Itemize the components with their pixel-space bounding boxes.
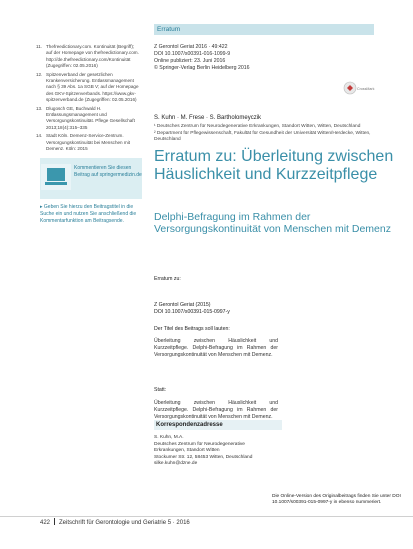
- wrong-title-text: Überleitung zwischen Häuslichkeit und Kurzzeitpflege. Delphi-Befragung im Rahmen der Versorgungskontinuität von Menschen mit Demenz.: [154, 400, 278, 420]
- page-number: 422: [40, 520, 51, 526]
- correspondence-address: [154, 435, 282, 468]
- category-label: Erratum: [157, 26, 181, 33]
- reference-text: Spitzenverband der gesetzlichen Krankenversicherung. Entlassmanagement nach § 39 Abs. 1a SGB V; auf der Homepage des GKV-Spitzenverbands. https://www.gkv-spitzenverband.de (Zugegriffen: 02.05.2016): [46, 71, 139, 103]
- reference-item: [36, 106, 140, 132]
- online-version-note: Die Online-Version des Originalbeitrags finden Sie unter DOI 10.1007/s00391-015-0997-y in ebenso nummeriert.: [272, 494, 401, 506]
- original-reference: [154, 302, 284, 316]
- reference-text: Stadt Köln. Demenz-Service-Zentrum. Versorgungskontinuität bei Menschen mit Demenz. Köln: 2015: [46, 133, 131, 152]
- reference-list: [36, 44, 140, 155]
- article-meta: [154, 44, 304, 72]
- reference-item: [36, 44, 140, 70]
- reference-number: 12.: [36, 71, 43, 77]
- reference-item: [36, 133, 140, 152]
- original-doi[interactable]: DOI 10.1007/s00391-015-0997-y: [154, 309, 230, 315]
- contact-name: S. Kuhn, M.A.: [154, 435, 184, 440]
- laptop-icon: [41, 164, 71, 190]
- crossmark-label: CrossMark: [357, 87, 375, 91]
- contact-line: Stockumer Str. 12, 58453 Witten, Deutschland: [154, 454, 253, 460]
- reference-number: 14.: [36, 133, 43, 139]
- meta-online-date: Online publiziert: 23. Juni 2016: [154, 58, 226, 64]
- article-subtitle: Delphi-Befragung im Rahmen der Versorgungskontinuität von Menschen mit Demenz: [154, 211, 391, 236]
- correction-intro: Der Titel des Beitrags soll lauten:: [154, 326, 230, 332]
- affiliation-1: ¹ Deutsches Zentrum für Neurodegenerative Erkrankungen, Standort Witten, Witten, Deutschland: [154, 124, 361, 129]
- footer-rule: [0, 516, 413, 517]
- journal-name: Zeitschrift für Gerontologie und Geriatrie 5 · 2016: [59, 520, 190, 526]
- meta-doi[interactable]: DOI 10.1007/s00391-016-1099-9: [154, 51, 231, 57]
- footer-separator: [54, 518, 55, 525]
- crossmark-icon[interactable]: [343, 79, 375, 99]
- affiliation-2: ² Department für Pflegewissenschaft, Fakultät für Gesundheit der Universität Witten/Herdecke, Witten, Deutschland: [154, 130, 371, 143]
- correct-title-text: Überleitung zwischen Häuslichkeit und Kurzzeitpflege. Delphi-Befragung im Rahmen der Versorgungskontinuität von Menschen mit Demenz.: [154, 338, 278, 358]
- reference-item: [36, 72, 140, 104]
- erratum-to-label: Erratum zu:: [154, 276, 181, 282]
- statt-label: Statt:: [154, 387, 167, 393]
- meta-journal: Z Gerontol Geriat 2016 · 49:422: [154, 44, 228, 50]
- reference-text: Dlugosch GE, Buchwald H. Entlassungsmanagement und Versorgungskontinuität. Pflege Gesellschaft 2013;18(4):315–335: [46, 105, 135, 130]
- contact-line: Deutsches Zentrum für Neurodegenerative: [154, 441, 245, 447]
- article-title: Erratum zu: Überleitung zwischen Häuslichkeit und Kurzzeitpflege: [154, 148, 394, 183]
- author-list: S. Kuhn · M. Frese · S. Bartholomeyczik: [154, 115, 262, 121]
- affiliations: [154, 124, 384, 144]
- correspondence-heading: Korrespondenzadresse: [156, 422, 223, 428]
- comment-panel-text[interactable]: Kommentieren Sie diesen Beitrag auf springermedizin.de: [74, 165, 142, 178]
- meta-copyright: © Springer-Verlag Berlin Heidelberg 2016: [154, 65, 250, 71]
- reference-number: 11.: [36, 44, 43, 49]
- reference-text: Thefreedictionary.com. Kontinuität (Begriff); auf der Homepage von thefreedictionary.com. http://de.thefreedictionary.com/Kontinuität (Zugegriffen: 02.05.2016): [46, 44, 139, 69]
- contact-email[interactable]: silke.kuhn@dzne.de: [154, 461, 198, 467]
- reference-number: 13.: [36, 105, 43, 111]
- comment-panel-note: ▸ Geben Sie hierzu den Beitragstitel in die Suche ein und nutzen Sie anschließend die Kommentarfunktion am Beitragsende.: [40, 204, 137, 224]
- category-bar: [154, 24, 374, 35]
- contact-line: Erkrankungen, Standort Witten: [154, 448, 220, 454]
- page-footer: [40, 518, 190, 527]
- original-journal: Z Gerontol Geriat (2015): [154, 302, 211, 308]
